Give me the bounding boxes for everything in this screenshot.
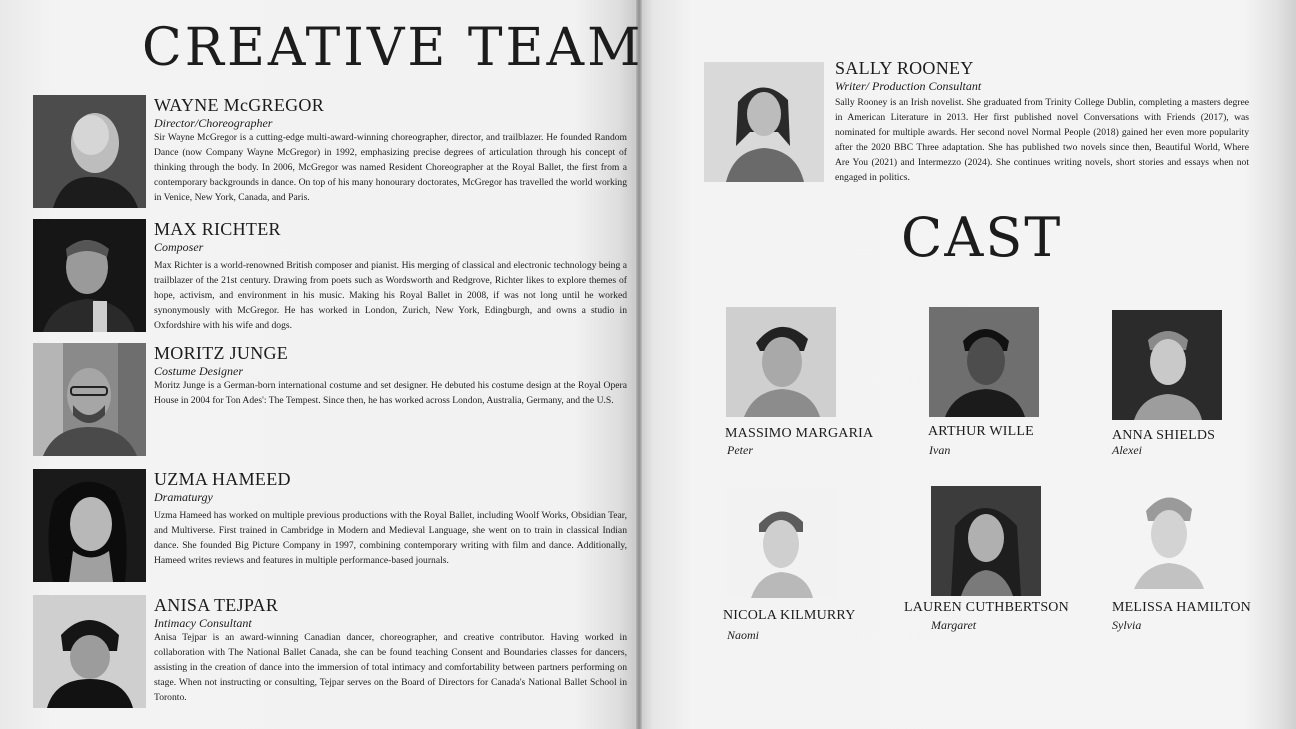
portrait-photo: [33, 95, 146, 208]
team-member-mcgregor: [33, 95, 627, 208]
writer-bio: Sally Rooney is an Irish novelist. She graduated from Trinity College Dublin, completing a masters degree in American Literature in 2013. Her first published novel Conversations with Friends (2017), was nominated for multiple awards. Her second novel Normal People (2018) gained her even more popularity after the 2020 BBC Three adaptation. She has published two novels since then, Beautiful World, Where Are You (2021) and Intermezzo (2024). She continues writing novels, short stories and essays when not engaged in politics.: [835, 97, 1249, 183]
cast-title: CAST: [901, 206, 1063, 269]
cast-name: MASSIMO MARGARIA: [725, 426, 874, 441]
team-member-junge: [33, 343, 627, 456]
member-info: [154, 95, 627, 205]
cast-photo: [931, 486, 1041, 596]
cast-role: Naomi: [727, 628, 760, 642]
member-info: [154, 219, 627, 333]
cast-role: Sylvia: [1112, 618, 1142, 632]
member-info: [154, 469, 627, 568]
cast-role: Alexei: [1112, 443, 1142, 457]
cast-photo: [1112, 310, 1222, 420]
member-role: Composer: [154, 240, 204, 254]
member-role: Director/Choreographer: [154, 116, 273, 130]
member-bio: Uzma Hameed has worked on multiple previous productions with the Royal Ballet, including Woolf Works, Obsidian Tear, and Multiverse. First trained in Cambridge in Modern and Medieval Language, she went on to train in classical Indian dance. She founded Big Picture Company in 1997, combining contemporary writing with film and dance. Additionally, Hameed writes reviews and features in multiple performance-based journals.: [154, 510, 627, 566]
member-name: MAX RICHTER: [154, 219, 281, 239]
writer-role: Writer/ Production Consultant: [835, 79, 982, 93]
member-name: ANISA TEJPAR: [154, 595, 279, 615]
cast-name: ANNA SHIELDS: [1112, 428, 1216, 443]
team-member-tejpar: [33, 595, 627, 708]
member-role: Intimacy Consultant: [154, 616, 252, 630]
team-member-richter: [33, 219, 627, 332]
writer-info: [835, 58, 1249, 185]
cast-name: LAUREN CUTHBERTSON: [904, 600, 1069, 615]
creative-team-title: CREATIVE TEAM: [142, 18, 644, 78]
writer-name: SALLY ROONEY: [835, 58, 974, 78]
cast-photo: [726, 307, 836, 417]
member-name: UZMA HAMEED: [154, 469, 291, 489]
cast-name: NICOLA KILMURRY: [723, 608, 856, 623]
portrait-photo: [33, 343, 146, 456]
portrait-photo: [33, 469, 146, 582]
member-role: Dramaturgy: [154, 490, 213, 504]
member-bio: Anisa Tejpar is an award-winning Canadian dancer, choreographer, and creative contributor. Having worked in collaboration with The National Ballet Canada, she can be found teaching Consent and Boundaries classes for dancers, assisting in the creation of dance into the immersion of total intimacy and comfortability between partners performing on stage. When not instructing or consulting, Tejpar serves on the Board of Directors for Canada's National Ballet School in Toronto.: [154, 632, 627, 703]
cast-name: MELISSA HAMILTON: [1112, 600, 1251, 615]
cast-photo: [929, 307, 1039, 417]
team-member-hameed: [33, 469, 627, 582]
member-bio: Sir Wayne McGregor is a cutting-edge multi-award-winning choreographer, director, and trailblazer. He founded Random Dance (now Company Wayne McGregor) in 1992, emphasizing precise degrees of articulation through his concept of thinking through the body. In 2006, McGregor was named Resident Choreographer at the Royal Ballet, the first from a contemporary backgrounds in dance. On top of his many honourary doctorates, McGregor has travelled the world working in Venice, New York, Canada, and Paris.: [154, 132, 627, 203]
cast-photo: [727, 488, 837, 598]
member-info: [154, 343, 627, 408]
cast-role: Margaret: [931, 618, 977, 632]
portrait-photo: [704, 62, 824, 182]
member-role: Costume Designer: [154, 364, 243, 378]
book-spine: [636, 0, 642, 729]
member-info: [154, 595, 627, 705]
portrait-photo: [33, 595, 146, 708]
member-bio: Max Richter is a world-renowned British composer and pianist. His merging of classical and electronic technology being a trailblazer of the 21st century. Drawing from poets such as Wordsworth and Redgrove, Richter likes to explore themes of hope, activism, and environment in his music. Making his Royal Ballet in 2008, if was not long until he worked synonymously with McGregor. He has worked in London, Zurich, New York, Edingburgh, and owns a studio in Oxfordshire with his wife and dogs.: [154, 260, 627, 331]
member-name: MORITZ JUNGE: [154, 343, 289, 363]
page-edge: [1274, 0, 1296, 729]
portrait-photo: [33, 219, 146, 332]
member-bio: Moritz Junge is a German-born international costume and set designer. He debuted his costume design at the Royal Opera House in 2004 for Ton Ades': The Tempest. Since then, he has worked across London, Australia, Germany, and the U.S.: [154, 380, 627, 406]
cast-role: Ivan: [929, 443, 951, 457]
member-name: WAYNE McGREGOR: [154, 95, 325, 115]
cast-role: Peter: [727, 443, 753, 457]
cast-name: ARTHUR WILLE: [928, 424, 1034, 439]
cast-photo: [1112, 479, 1222, 589]
